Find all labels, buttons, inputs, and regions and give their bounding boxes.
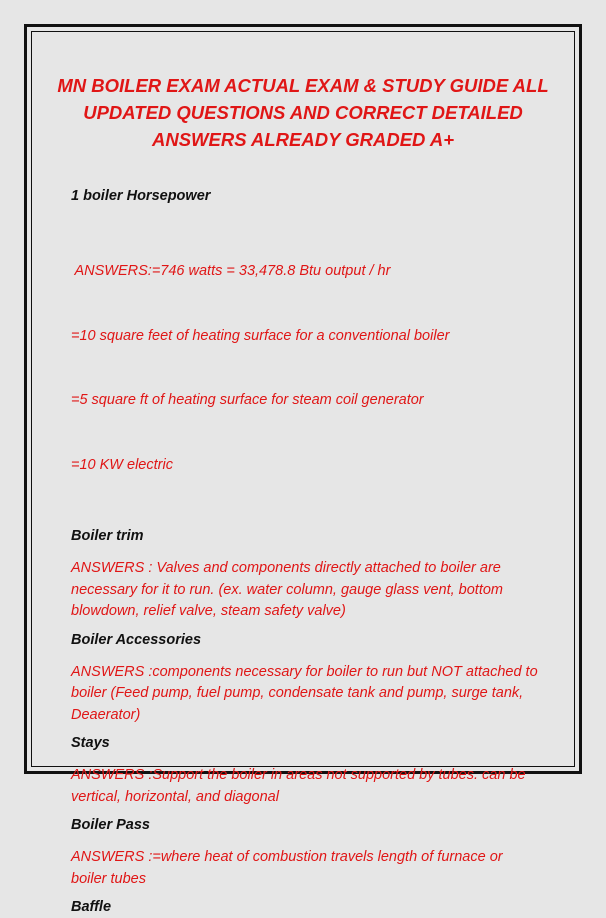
answer-line: ANSWERS :Support the boiler in areas not supported by tubes. can be	[71, 767, 526, 783]
answer-line: =10 KW electric	[71, 456, 173, 473]
qa-item-boiler-accessories	[71, 630, 541, 734]
answer-text	[71, 218, 541, 519]
question-heading: Boiler trim	[71, 528, 144, 544]
qa-item-boiler-horsepower	[71, 186, 541, 526]
title-line-1: MN BOILER EXAM ACTUAL EXAM & STUDY GUIDE ALL	[57, 75, 549, 96]
answer-line: vertical, horizontal, and diagonal	[71, 788, 279, 805]
document-title	[50, 72, 556, 153]
question-heading: Boiler Pass	[71, 817, 150, 833]
qa-list	[71, 186, 541, 918]
answer-line: ANSWERS :=where heat of combustion travels length of furnace or	[71, 849, 503, 865]
qa-item-boiler-pass	[71, 815, 541, 897]
question-heading: Baffle	[71, 899, 112, 915]
answer-text	[71, 847, 541, 890]
answer-line: ANSWERS :components necessary for boiler to run but NOT attached to	[71, 663, 538, 680]
answer-text	[71, 765, 541, 808]
answer-line: =10 square feet of heating surface for a conventional boiler	[71, 327, 450, 344]
answer-text	[71, 662, 541, 727]
answer-line: necessary for it to run. (ex. water column, gauge glass vent, bottom	[71, 581, 503, 598]
answer-line: blowdown, relief valve, steam safety valve)	[71, 603, 346, 619]
qa-item-boiler-trim	[71, 526, 541, 630]
answer-line: =5 square ft of heating surface for steam coil generator	[71, 392, 424, 408]
question-heading: Boiler Accessories	[71, 631, 202, 648]
answer-line: boiler tubes	[71, 870, 146, 887]
qa-item-stays	[71, 733, 541, 815]
answer-text	[71, 558, 541, 623]
answer-line: ANSWERS:=746 watts = 33,478.8 Btu output / hr	[71, 263, 391, 279]
answer-line: Deaerator)	[71, 706, 141, 723]
title-line-2: UPDATED QUESTIONS AND CORRECT DETAILED	[83, 102, 523, 123]
answer-line: ANSWERS : Valves and components directly attached to boiler are	[71, 560, 501, 576]
qa-item-baffle	[71, 897, 541, 918]
answer-line: boiler (Feed pump, fuel pump, condensate tank and pump, surge tank,	[71, 685, 524, 701]
question-heading: 1 boiler Horsepower	[71, 188, 211, 204]
question-heading: Stays	[71, 735, 110, 751]
title-line-3: ANSWERS ALREADY GRADED A+	[151, 129, 455, 150]
